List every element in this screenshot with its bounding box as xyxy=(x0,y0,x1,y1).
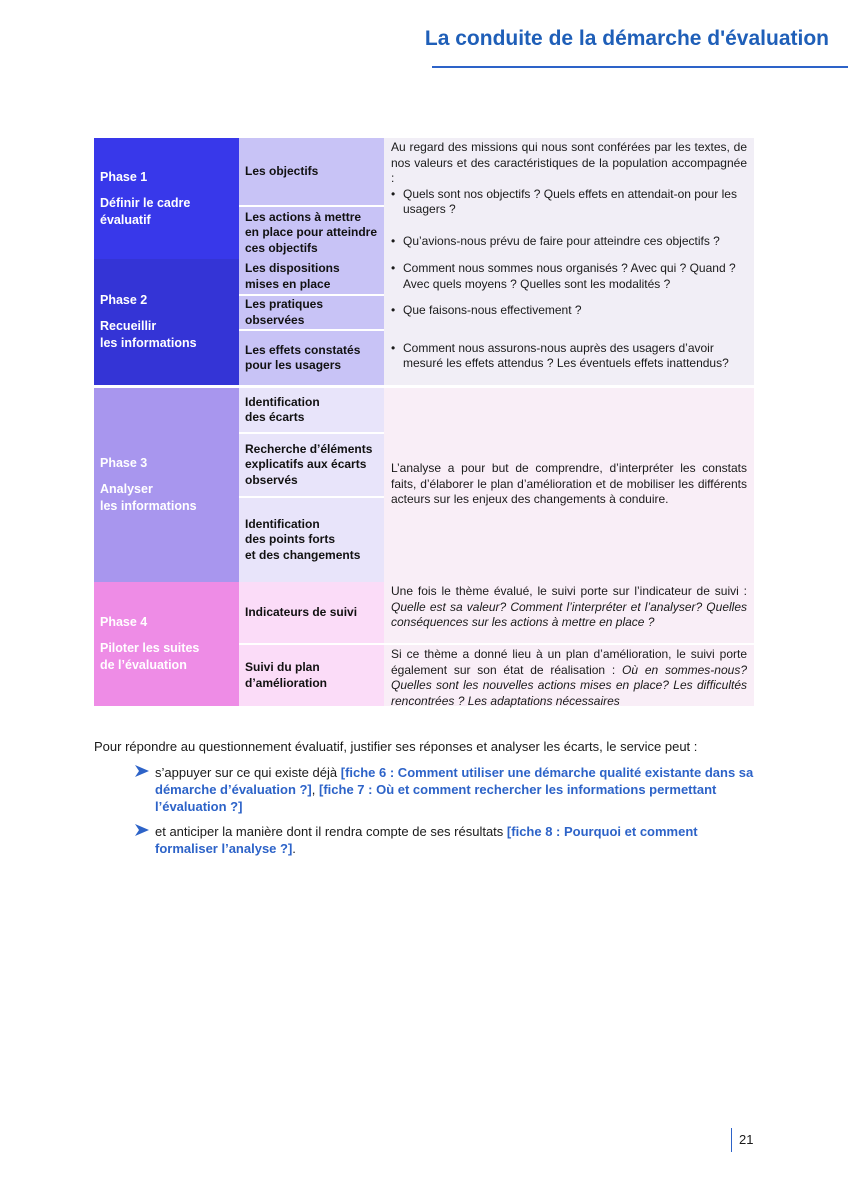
phase-1-questions xyxy=(384,138,754,259)
arrow-bullet-icon xyxy=(134,823,150,837)
list-item-anticipate: et anticiper la manière dont il rendra compte de ses résultats [fiche 8 : Pourquoi et comment formaliser l’analyse ?]. xyxy=(155,824,698,856)
evaluation-phases-table xyxy=(94,138,754,706)
topic-dispositions: Les dispositions mises en place xyxy=(239,259,384,294)
topic-objectifs: Les objectifs xyxy=(239,138,384,205)
topic-identification-ecarts: Identification des écarts xyxy=(239,388,384,432)
phase-4-label: Phase 4 xyxy=(100,615,148,629)
arrow-bullet-icon xyxy=(134,764,150,778)
phase-2-label: Phase 2 xyxy=(100,293,148,307)
page-number-rule xyxy=(731,1128,732,1152)
bullet-icon: • xyxy=(391,303,396,317)
phase-4-indicator-followup xyxy=(384,582,754,643)
phase-1-description: Définir le cadre évaluatif xyxy=(100,195,191,227)
plan-followup-text: Si ce thème a donné lieu à un plan d’amélioration, le suivi porte également sur son état de réalisation : Où en sommes-nous? Quelles sont les nouvelles actions mises en place? Les difficultés rencontrées ? Les adaptations nécessaires xyxy=(391,647,747,708)
bullet-icon: • xyxy=(391,261,396,275)
page-title: La conduite de la démarche d'évaluation xyxy=(424,27,829,50)
topic-indicateurs-suivi: Indicateurs de suivi xyxy=(239,582,384,643)
phase-1-label: Phase 1 xyxy=(100,169,148,184)
phase-2-cell xyxy=(94,259,239,385)
list-item-existing: s’appuyer sur ce qui existe déjà [fiche 6 : Comment utiliser une démarche qualité existante dans sa démarche d’évaluation ?], [fiche 7 : Où et comment rechercher les informations permettant l’évaluation ?] xyxy=(155,765,754,814)
phase-4-cell xyxy=(94,582,239,706)
phase-1-intro: Au regard des missions qui nous sont conférées par les textes, de nos valeurs et des caractéristiques de la population accompagnée : xyxy=(391,140,747,185)
analysis-text: L’analyse a pour but de comprendre, d’interpréter les constats faits, d’élaborer le plan d’amélioration et de mobiliser les différents acteurs sur les enjeux des changements à conduire. xyxy=(391,461,747,506)
phase-3-label: Phase 3 xyxy=(100,456,148,470)
bullet-icon: • xyxy=(391,340,396,355)
title-underline xyxy=(432,66,848,68)
fiche-8-link[interactable]: [fiche 8 : Pourquoi et comment formaliser l’analyse ?] xyxy=(155,824,698,856)
phase-3-description: Analyser les informations xyxy=(100,482,197,513)
list-item: • Comment nous sommes nous organisés ? Avec qui ? Quand ? Avec quels moyens ? Quelles sont les modalités ? xyxy=(391,261,736,291)
topic-points-forts: Identification des points forts et des changements xyxy=(239,498,384,582)
intro-paragraph: Pour répondre au questionnement évaluatif, justifier ses réponses et analyser les écarts, le service peut : xyxy=(94,739,698,754)
phase-3-cell xyxy=(94,388,239,582)
bullet-icon: • xyxy=(391,233,396,248)
fiche-6-link[interactable]: [fiche 6 : Comment utiliser une démarche qualité existante dans sa démarche d’évaluation ?] xyxy=(155,765,754,797)
fiche-7-link[interactable]: [fiche 7 : Où et comment rechercher les informations permettant l’évaluation ?] xyxy=(155,782,717,814)
page-number: 21 xyxy=(739,1132,754,1147)
phase-1-cell xyxy=(94,138,239,259)
phase-3-analysis xyxy=(384,388,754,582)
list-item: • Quels sont nos objectifs ? Quels effets en attendait-on pour les usagers ? xyxy=(391,186,737,216)
indicator-followup-text: Une fois le thème évalué, le suivi porte sur l’indicateur de suivi : Quelle est sa valeur? Comment l’interpréter et l’analyser? Quelles conséquences sur les actions à mettre en place ? xyxy=(391,584,747,629)
list-item: • Que faisons-nous effectivement ? xyxy=(391,303,582,317)
topic-recherche-elements: Recherche d’éléments explicatifs aux écarts observés xyxy=(239,434,384,496)
topic-effets: Les effets constatés pour les usagers xyxy=(239,331,384,385)
phase-4-description: Piloter les suites de l’évaluation xyxy=(100,641,200,672)
phase-4-plan-followup xyxy=(384,645,754,706)
phase-2-description: Recueillir les informations xyxy=(100,319,197,350)
bullet-icon: • xyxy=(391,186,396,201)
list-item: • Comment nous assurons-nous auprès des usagers d’avoir mesuré les effets attendus ? Les éventuels effets inattendus? xyxy=(391,340,729,370)
topic-pratiques: Les pratiques observées xyxy=(239,296,384,329)
list-item: • Qu’avions-nous prévu de faire pour atteindre ces objectifs ? xyxy=(391,233,720,248)
topic-actions: Les actions à mettre en place pour atteindre ces objectifs xyxy=(239,207,384,259)
topic-suivi-plan: Suivi du plan d’amélioration xyxy=(239,645,384,706)
phase-2-questions xyxy=(384,259,754,385)
